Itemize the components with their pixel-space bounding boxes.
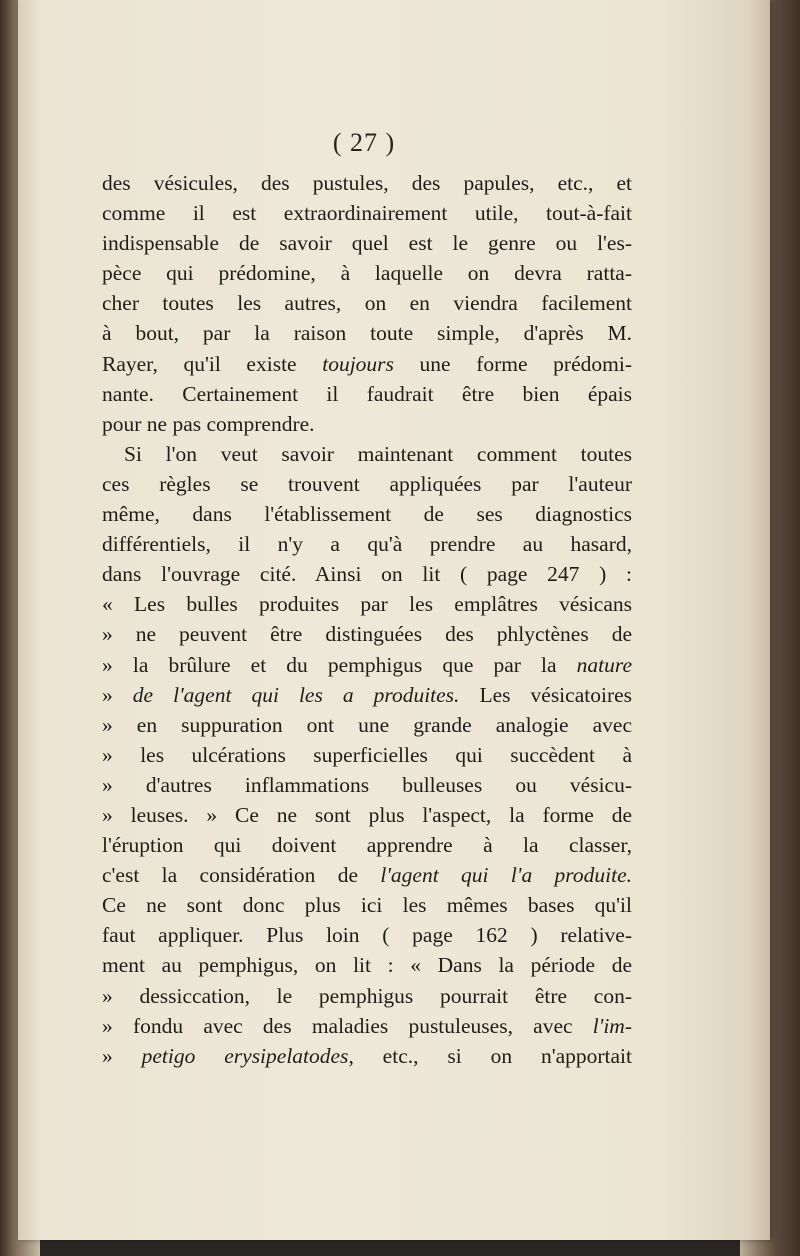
italic-text: nature	[576, 652, 632, 677]
book-page	[18, 0, 770, 1240]
text-line	[102, 680, 632, 710]
text-span: Les vésicatoires	[459, 682, 633, 707]
text-span: »	[102, 1043, 142, 1068]
text-line: ces règles se trouvent appliquées par l'auteur	[102, 471, 632, 496]
text-line: même, dans l'établissement de ses diagnostics	[102, 502, 632, 527]
italic-text: l'agent qui l'a produite.	[380, 863, 632, 888]
text-line: nante. Certainement il faudrait être bien épais	[102, 381, 632, 406]
text-line: ment au pemphigus, on lit : « Dans la période de	[102, 953, 632, 978]
text-line: pèce qui prédomine, à laquelle on devra ratta-	[102, 261, 632, 286]
text-line: « Les bulles produites par les emplâtres vésicans	[102, 592, 632, 617]
text-span: » fondu avec des maladies pustuleuses, avec	[102, 1013, 593, 1038]
page-number: ( 27 )	[332, 128, 396, 157]
text-line: Ce ne sont donc plus ici les mêmes bases qu'il	[102, 893, 632, 918]
text-span: c'est la considération de	[102, 863, 381, 888]
text-line	[102, 1041, 632, 1071]
text-line: » leuses. » Ce ne sont plus l'aspect, la forme de	[102, 802, 632, 827]
text-line: comme il est extraordinairement utile, tout-à-fait	[102, 201, 632, 226]
text-line	[102, 1011, 632, 1041]
text-line: différentiels, il n'y a qu'à prendre au hasard,	[102, 532, 632, 557]
text-line	[102, 860, 632, 890]
text-span: , etc., si on n'apportait	[348, 1043, 632, 1068]
text-line: » dessiccation, le pemphigus pourrait être con-	[102, 983, 632, 1008]
text-line: pour ne pas comprendre.	[102, 411, 315, 436]
text-line: Si l'on veut savoir maintenant comment toutes	[124, 441, 632, 466]
text-line: l'éruption qui doivent apprendre à la classer,	[102, 833, 632, 858]
text-line: » ne peuvent être distinguées des phlyctènes de	[102, 622, 632, 647]
italic-text: de l'agent qui les a produites.	[132, 682, 460, 707]
text-line	[102, 650, 632, 680]
text-line: indispensable de savoir quel est le genre ou l'es-	[102, 231, 632, 256]
italic-text: petigo erysipelatodes	[141, 1043, 349, 1068]
text-line: faut appliquer. Plus loin ( page 162 ) relative-	[102, 923, 632, 948]
italic-text: toujours	[322, 351, 394, 376]
text-span: » la brûlure et du pemphigus que par la	[102, 652, 577, 677]
body-text	[102, 168, 632, 1071]
text-line: cher toutes les autres, on en viendra facilement	[102, 291, 632, 316]
text-span: »	[102, 682, 133, 707]
text-line: » d'autres inflammations bulleuses ou vésicu-	[102, 772, 632, 797]
italic-text: l'im-	[592, 1013, 632, 1038]
text-line: » les ulcérations superficielles qui succèdent à	[102, 742, 632, 767]
text-line: à bout, par la raison toute simple, d'après M.	[102, 321, 632, 346]
text-line: » en suppuration ont une grande analogie avec	[102, 712, 632, 737]
text-span: Rayer, qu'il existe	[102, 351, 323, 376]
text-line	[102, 349, 632, 379]
text-line: des vésicules, des pustules, des papules, etc., et	[102, 171, 632, 195]
text-line: dans l'ouvrage cité. Ainsi on lit ( page 247 ) :	[102, 562, 632, 587]
text-span: une forme prédomi-	[393, 351, 632, 376]
